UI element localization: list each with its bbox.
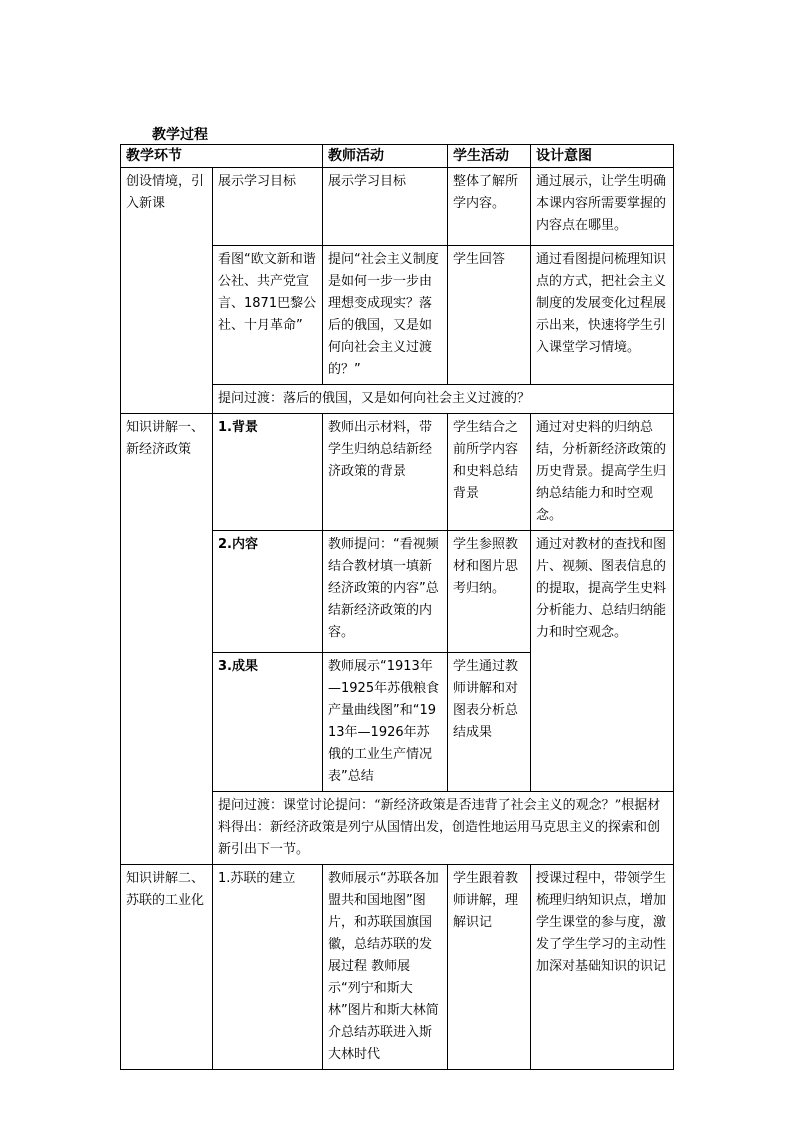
sub-step-cell: 3.成果	[213, 653, 323, 792]
student-activity-cell: 学生跟着教师讲解，理解识记	[448, 865, 531, 1070]
student-activity-cell: 学生结合之前所学内容和史料总结背景	[448, 414, 531, 531]
sub-step-cell: 2.内容	[213, 531, 323, 653]
teacher-activity-cell: 教师提问：“看视频结合教材填一填新经济政策的内容”总结新经济政策的内容。	[323, 531, 448, 653]
table-row	[121, 865, 674, 1070]
transition-text: 提问过渡：课堂讨论提问：“新经济政策是否违背了社会主义的观念？”根据材料得出：新经济政策是列宁从国情出发，创造性地运用马克思主义的探索和创新引出下一节。	[213, 792, 674, 865]
transition-text: 提问过渡：落后的俄国，又是如何向社会主义过渡的？	[213, 385, 674, 414]
design-intent-cell: 通过对教材的查找和图片、视频、图表信息的的提取，提高学生史料分析能力、总结归纳能力和时空观念。	[531, 531, 674, 792]
segment-cell: 知识讲解二、苏联的工业化	[121, 865, 213, 1070]
table-row	[121, 414, 674, 531]
teacher-activity-cell: 提问“社会主义制度是如何一步一步由理想变成现实？落后的俄国，又是如何向社会主义过渡的？”	[323, 246, 448, 385]
student-activity-cell: 学生回答	[448, 246, 531, 385]
header-segment: 教学环节	[121, 145, 323, 168]
segment-cell: 知识讲解一、新经济政策	[121, 414, 213, 865]
student-activity-cell: 学生参照教材和图片思考归纳。	[448, 531, 531, 653]
header-student: 学生活动	[448, 145, 531, 168]
design-intent-cell: 授课过程中，带领学生梳理归纳知识点，增加学生课堂的参与度，激发了学生学习的主动性加深对基础知识的识记	[531, 865, 674, 1070]
teacher-activity-cell: 展示学习目标	[323, 168, 448, 246]
teacher-activity-cell: 教师展示“苏联各加盟共和国地图”图片，和苏联国旗国徽，总结苏联的发展过程 教师展示“列宁和斯大林”图片和斯大林简介总结苏联进入斯大林时代	[323, 865, 448, 1070]
sub-step-cell: 1.苏联的建立	[213, 865, 323, 1070]
design-intent-cell: 通过看图提问梳理知识点的方式，把社会主义制度的发展变化过程展示出来，快速将学生引入课堂学习情境。	[531, 246, 674, 385]
sub-step-cell: 1.背景	[213, 414, 323, 531]
sub-step-cell: 看图“欧文新和谐公社、共产党宣言、1871巴黎公社、十月革命”	[213, 246, 323, 385]
teaching-process-table	[120, 144, 674, 1070]
teacher-activity-cell: 教师展示“1913年—1925年苏俄粮食产量曲线图”和“1913年—1926年苏俄的工业生产情况表”总结	[323, 653, 448, 792]
header-teacher: 教师活动	[323, 145, 448, 168]
header-intent: 设计意图	[531, 145, 674, 168]
page-title: 教学过程	[152, 127, 208, 143]
segment-cell: 创设情境，引入新课	[121, 168, 213, 414]
design-intent-cell: 通过展示，让学生明确本课内容所需要掌握的内容点在哪里。	[531, 168, 674, 246]
design-intent-cell: 通过对史料的归纳总结，分析新经济政策的历史背景。提高学生归纳总结能力和时空观念。	[531, 414, 674, 531]
sub-step-cell: 展示学习目标	[213, 168, 323, 246]
table-row	[121, 168, 674, 246]
table-header-row	[121, 145, 674, 168]
student-activity-cell: 整体了解所学内容。	[448, 168, 531, 246]
student-activity-cell: 学生通过教师讲解和对图表分析总结成果	[448, 653, 531, 792]
teacher-activity-cell: 教师出示材料，带学生归纳总结新经济政策的背景	[323, 414, 448, 531]
